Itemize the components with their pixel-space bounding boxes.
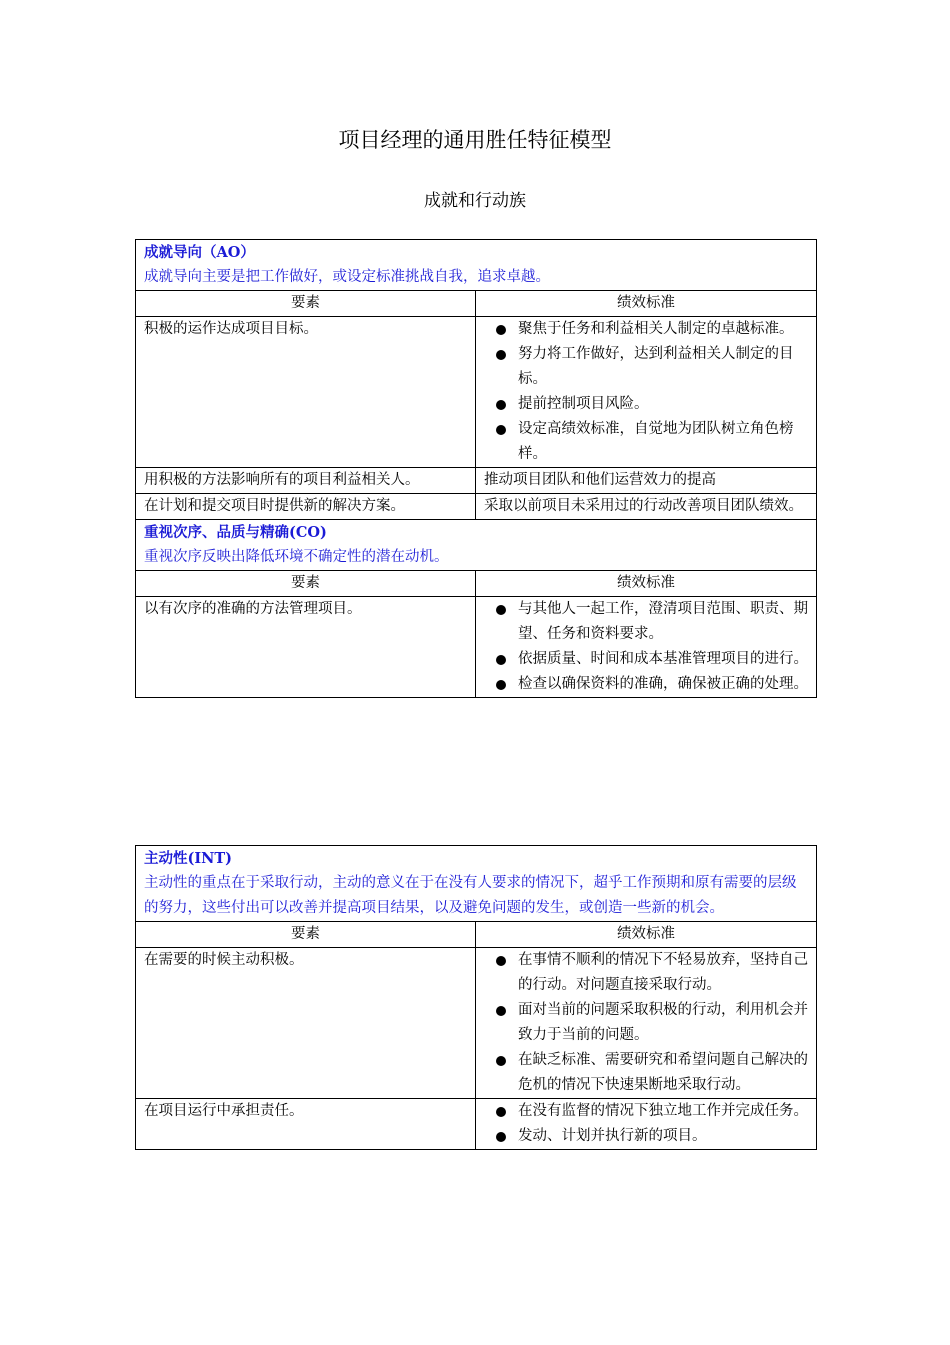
column-header-element: 要素 bbox=[136, 922, 476, 948]
section-title: 主动性(INT) bbox=[144, 850, 233, 867]
column-header-element: 要素 bbox=[136, 291, 476, 317]
column-header-standard: 绩效标准 bbox=[476, 571, 817, 597]
section-title: 成就导向（AO） bbox=[144, 244, 255, 261]
table-row bbox=[136, 1099, 817, 1150]
standard-item: 发动、计划并执行新的项目。 bbox=[484, 1124, 808, 1149]
standard-item: 与其他人一起工作，澄清项目范围、职责、期望、任务和资料要求。 bbox=[484, 597, 808, 647]
standard-cell: 采取以前项目未采用过的行动改善项目团队绩效。 bbox=[476, 494, 817, 520]
standard-cell bbox=[476, 597, 817, 698]
section-description: 主动性的重点在于采取行动，主动的意义在于在没有人要求的情况下，超乎工作预期和原有需要的层级的努力，这些付出可以改善并提高项目结果，以及避免问题的发生，或创造一些新的机会。 bbox=[144, 875, 797, 916]
element-cell: 积极的运作达成项目目标。 bbox=[136, 317, 476, 468]
column-header-row bbox=[136, 571, 817, 597]
element-cell: 在计划和提交项目时提供新的解决方案。 bbox=[136, 494, 476, 520]
element-cell: 在需要的时候主动积极。 bbox=[136, 948, 476, 1099]
column-header-standard: 绩效标准 bbox=[476, 291, 817, 317]
table-row bbox=[136, 597, 817, 698]
column-header-row bbox=[136, 291, 817, 317]
table-row bbox=[136, 948, 817, 1099]
section-header-ao bbox=[136, 240, 817, 291]
section-title: 重视次序、品质与精确(CO) bbox=[144, 524, 327, 541]
standard-cell bbox=[476, 1099, 817, 1150]
standard-item: 面对当前的问题采取积极的行动，利用机会并致力于当前的问题。 bbox=[484, 998, 808, 1048]
competency-table-2 bbox=[135, 845, 817, 1150]
section-header-co bbox=[136, 520, 817, 571]
column-header-row bbox=[136, 922, 817, 948]
standard-cell: 推动项目团队和他们运营效力的提高 bbox=[476, 468, 817, 494]
section-description: 成就导向主要是把工作做好，或设定标准挑战自我，追求卓越。 bbox=[144, 269, 550, 285]
element-cell: 用积极的方法影响所有的项目利益相关人。 bbox=[136, 468, 476, 494]
standard-item: 在缺乏标准、需要研究和希望问题自己解决的危机的情况下快速果断地采取行动。 bbox=[484, 1048, 808, 1098]
page-title: 项目经理的通用胜任特征模型 bbox=[338, 128, 612, 152]
section-description: 重视次序反映出降低环境不确定性的潜在动机。 bbox=[144, 549, 449, 565]
column-header-standard: 绩效标准 bbox=[476, 922, 817, 948]
standard-cell bbox=[476, 948, 817, 1099]
standard-item: 在事情不顺利的情况下不轻易放弃，坚持自己的行动。对问题直接采取行动。 bbox=[484, 948, 808, 998]
standard-item: 在没有监督的情况下独立地工作并完成任务。 bbox=[484, 1099, 808, 1124]
standard-item: 聚焦于任务和利益相关人制定的卓越标准。 bbox=[484, 317, 808, 342]
table-row bbox=[136, 468, 817, 494]
competency-table-1 bbox=[135, 239, 817, 698]
section-group-title: 成就和行动族 bbox=[424, 191, 526, 211]
table-row bbox=[136, 494, 817, 520]
element-cell: 在项目运行中承担责任。 bbox=[136, 1099, 476, 1150]
section-header-int bbox=[136, 846, 817, 922]
standard-item: 努力将工作做好，达到利益相关人制定的目标。 bbox=[484, 342, 808, 392]
standard-item: 提前控制项目风险。 bbox=[484, 392, 808, 417]
element-cell: 以有次序的准确的方法管理项目。 bbox=[136, 597, 476, 698]
standard-cell bbox=[476, 317, 817, 468]
standard-item: 检查以确保资料的准确，确保被正确的处理。 bbox=[484, 672, 808, 697]
standard-item: 依据质量、时间和成本基准管理项目的进行。 bbox=[484, 647, 808, 672]
standard-item: 设定高绩效标准，自觉地为团队树立角色榜样。 bbox=[484, 417, 808, 467]
table-row bbox=[136, 317, 817, 468]
column-header-element: 要素 bbox=[136, 571, 476, 597]
